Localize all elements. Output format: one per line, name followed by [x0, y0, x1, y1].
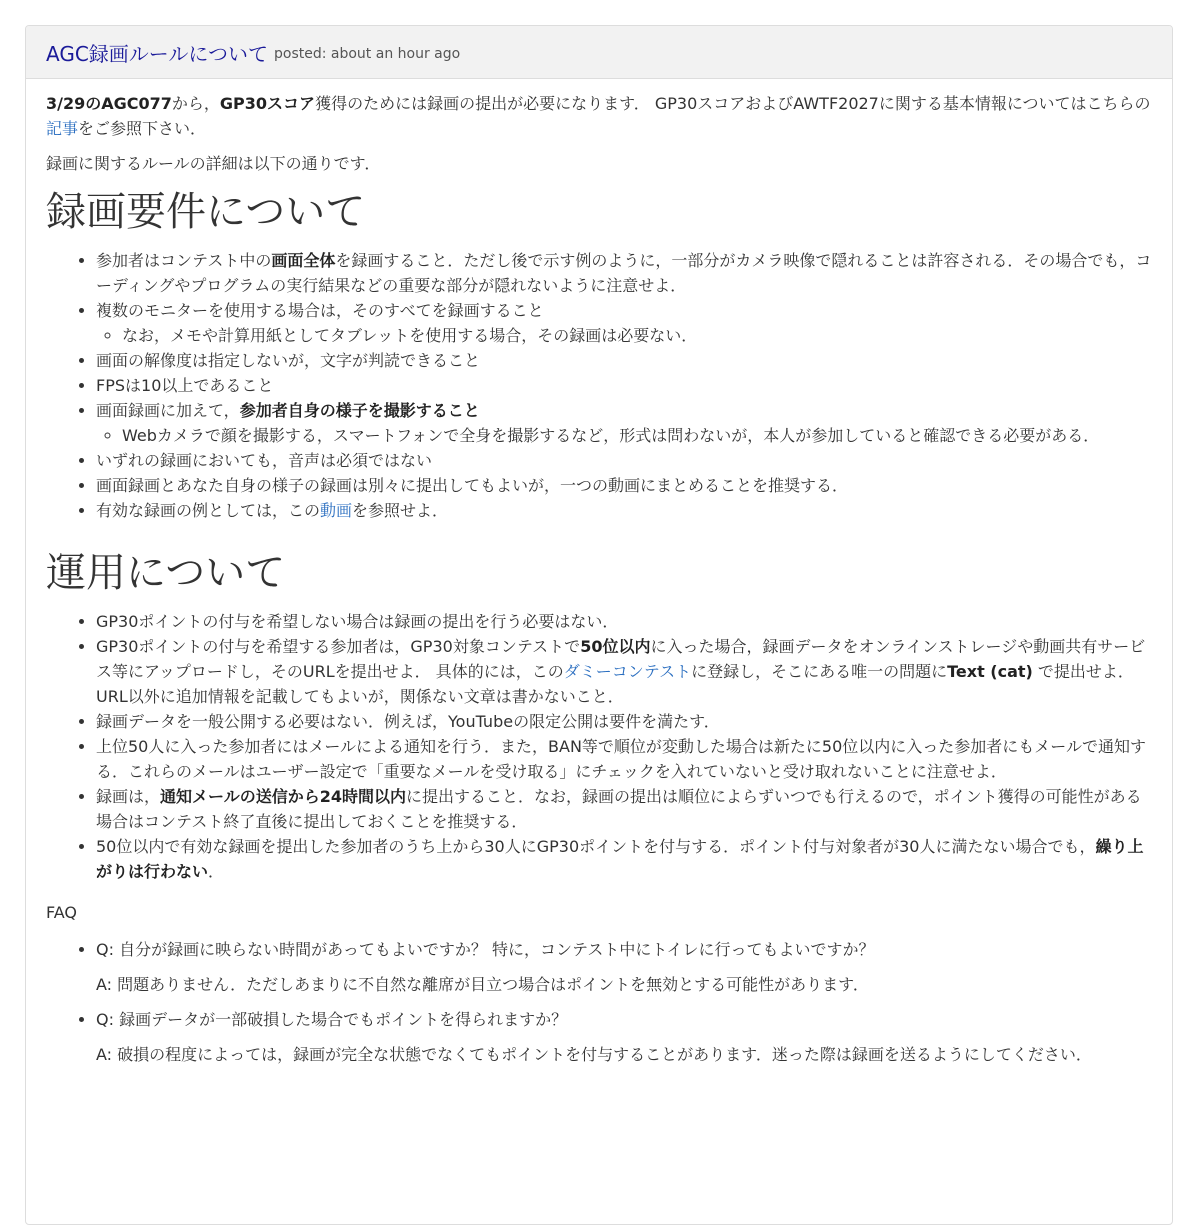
item-text: 参加者はコンテスト中の [96, 251, 272, 270]
item-text: 複数のモニターを使用する場合は，そのすべてを録画すること [96, 301, 544, 320]
list-item [96, 298, 1152, 348]
sub-list [96, 423, 1152, 448]
item-text: に入った場合，録画データをオンラインストレージや動画共有サービス等にアップロードし，そのURLを提出せよ． 具体的には，この [96, 637, 1146, 681]
post-panel [25, 25, 1173, 1225]
article-link[interactable]: 記事 [46, 119, 79, 138]
requirements-list [46, 248, 1152, 523]
gp30-score-label: GP30スコア [219, 94, 316, 113]
intro-text: 獲得のためには録画の提出が必要になります． GP30スコアおよびAWTF2027に関する基本情報についてはこちらの [315, 94, 1151, 113]
operation-list [46, 609, 1152, 884]
item-text: 有効な録画の例としては，この [96, 501, 321, 520]
intro-text: から， [171, 94, 220, 113]
item-emphasis: 画面全体 [271, 251, 336, 270]
item-text: に提出すること．なお，録画の提出は順位によらずいつでも行えるので，ポイント獲得の可能性がある場合はコンテスト終了直後に提出しておくことを推奨する． [96, 787, 1142, 831]
faq-answer: A: 破損の程度によっては，録画が完全な状態でなくてもポイントを付与することがあります．迷った際は録画を送るようにしてください． [96, 1045, 1092, 1064]
list-item [96, 248, 1152, 298]
list-item [96, 498, 1152, 523]
item-text: 録画は， [96, 787, 161, 806]
item-emphasis: 繰り上がりは行わない [96, 837, 1144, 881]
item-text: を参照せよ． [352, 501, 449, 520]
list-item: • GP30ポイントの付与を希望しない場合は録画の提出を行う必要はない． [96, 609, 1152, 634]
list-item: • 録画データを一般公開する必要はない．例えば，YouTubeの限定公開は要件を満たす． [96, 709, 1152, 734]
intro-paragraph [46, 91, 1152, 141]
faq-question: • Q: 自分が録画に映らない時間があってもよいですか？ 特に，コンテスト中にトイレに行ってもよいですか？ [96, 940, 875, 959]
faq-item [96, 937, 1152, 997]
list-item [96, 398, 1152, 448]
contest-name: 3/29のAGC077 [46, 94, 172, 113]
intro-paragraph-2: 録画に関するルールの詳細は以下の通りです． [46, 154, 381, 173]
faq-list [46, 937, 1152, 1067]
sub-list-item: ◦ なお，メモや計算用紙としてタブレットを使用する場合，その録画は必要ない． [122, 323, 1152, 348]
item-text: を録画すること．ただし後で示す例のように，一部分がカメラ映像で隠れることは許容される．その場合でも，コーディングやプログラムの実行結果などの重要な部分が隠れないように注意せよ． [96, 251, 1152, 295]
list-item [96, 634, 1152, 709]
faq-title: FAQ [46, 903, 77, 922]
item-emphasis: 参加者自身の様子を撮影すること [239, 401, 480, 420]
item-emphasis: 通知メールの送信から24時間以内 [160, 787, 406, 806]
list-item: • 画面録画とあなた自身の様子の録画は別々に提出してもよいが，一つの動画にまとめることを推奨する． [96, 473, 1152, 498]
item-text: GP30ポイントの付与を希望する参加者は，GP30対象コンテストで [96, 637, 581, 656]
item-emphasis: 50位以内 [580, 637, 651, 656]
post-header [26, 26, 1172, 79]
list-item [96, 834, 1152, 884]
item-text: で提出せよ．URL以外に追加情報を記載してもよいが，関係ない文章は書かないこと． [96, 662, 1134, 706]
faq-answer: A: 問題ありません．ただしあまりに不自然な離席が目立つ場合はポイントを無効とする可能性があります． [96, 975, 869, 994]
list-item [96, 784, 1152, 834]
faq-question: • Q: 録画データが一部破損した場合でもポイントを得られますか？ [96, 1010, 568, 1029]
item-emphasis: Text (cat) [947, 662, 1033, 681]
post-body [26, 79, 1172, 1067]
list-item: • 上位50人に入った参加者にはメールによる通知を行う．また，BAN等で順位が変動した場合は新たに50位以内に入った参加者にもメールで通知する．これらのメールはユーザー設定で「重要なメールを受け取る」にチェックを入れていないと受け取れないことに注意せよ． [96, 734, 1152, 784]
section-heading-requirements: 録画要件について [46, 189, 366, 235]
posted-time: posted: about an hour ago [274, 46, 461, 62]
list-item: • 画面の解像度は指定しないが，文字が判読できること [96, 348, 1152, 373]
sub-list-item: ◦ Webカメラで顔を撮影する，スマートフォンで全身を撮影するなど，形式は問わないが，本人が参加していると確認できる必要がある． [122, 423, 1152, 448]
list-item: • FPSは10以上であること [96, 373, 1152, 398]
video-link[interactable]: 動画 [320, 501, 353, 520]
item-text: 画面録画に加えて， [96, 401, 240, 420]
intro-text: をご参照下さい． [78, 119, 207, 138]
dummy-contest-link[interactable]: ダミーコンテスト [563, 662, 692, 681]
item-text: に登録し，そこにある唯一の問題に [691, 662, 948, 681]
item-text: ． [208, 862, 225, 881]
faq-item [96, 1007, 1152, 1067]
section-heading-operation: 運用について [46, 550, 286, 596]
post-title-link[interactable]: AGC録画ルールについて [46, 41, 268, 66]
sub-list [96, 323, 1152, 348]
item-text: 50位以内で有効な録画を提出した参加者のうち上から30人にGP30ポイントを付与する．ポイント付与対象者が30人に満たない場合でも， [96, 837, 1096, 856]
list-item: • いずれの録画においても，音声は必須ではない [96, 448, 1152, 473]
